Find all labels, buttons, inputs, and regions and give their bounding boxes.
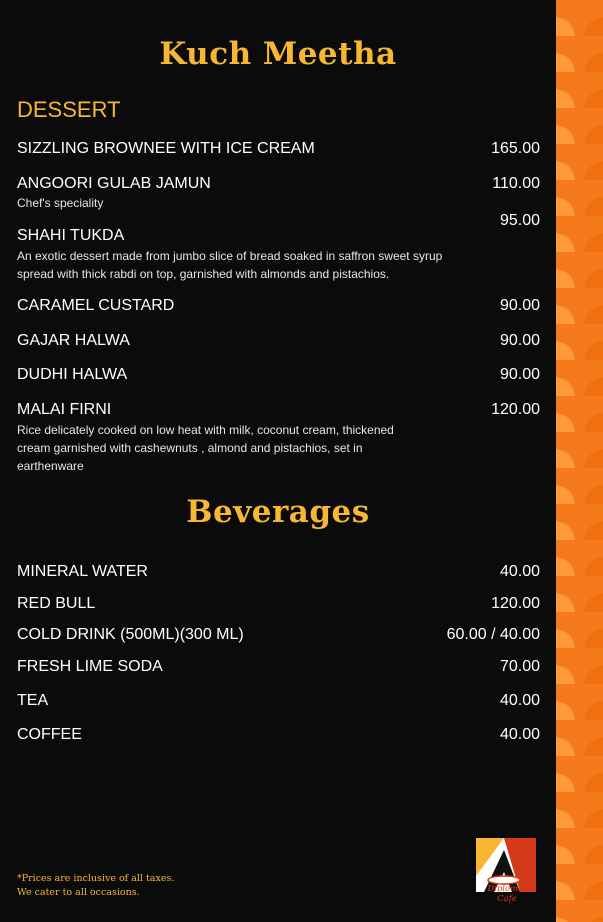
item-name: GAJAR HALWA — [17, 332, 130, 349]
item-name: TEA — [17, 692, 49, 709]
dessert-item-caramel-custard — [17, 297, 540, 315]
footer-line-occasions: We cater to all occasions. — [17, 887, 140, 898]
dessert-item-malai-firni — [17, 401, 540, 475]
item-price: 40.00 — [499, 726, 540, 743]
dessert-item-angoori-gulab-jamun — [17, 175, 540, 212]
beverage-item-mineral-water — [17, 563, 540, 581]
item-name: CARAMEL CUSTARD — [17, 297, 175, 314]
item-description: Rice delicately cooked on low heat with milk, coconut cream, thickened cream garnished with cashewnuts , almond and pistachios, set in earthenware — [17, 423, 394, 473]
item-description: An exotic dessert made from jumbo slice of bread soaked in saffron sweet syrup spread with thick rabdi on top, garnished with almonds and pistachios. — [17, 249, 443, 281]
item-price: 120.00 — [491, 401, 540, 418]
decorative-orange-strip — [556, 0, 603, 922]
item-name: MALAI FIRNI — [17, 401, 112, 418]
item-price: 40.00 — [499, 563, 540, 580]
item-price: 120.00 — [491, 595, 540, 612]
item-name: COFFEE — [17, 726, 82, 743]
dessert-section-title: DESSERT — [17, 97, 121, 122]
item-name: SIZZLING BROWNEE WITH ICE CREAM — [17, 140, 315, 157]
beverage-item-cold-drink — [17, 626, 540, 644]
beverage-item-fresh-lime-soda — [17, 658, 540, 676]
beverage-item-red-bull — [17, 595, 540, 613]
dessert-item-gajar-halwa — [17, 332, 540, 350]
logo-line-diplomat: Diplomat — [487, 884, 527, 894]
item-price: 90.00 — [499, 297, 540, 314]
item-name: FRESH LIME SODA — [17, 658, 163, 675]
logo-line-cafe: Cafe — [497, 894, 517, 904]
desserts-heading: Kuch Meetha — [159, 36, 397, 72]
logo-caption — [470, 884, 544, 904]
item-name: DUDHI HALWA — [17, 366, 128, 383]
footer-note — [17, 872, 174, 900]
shahi-tukda-price: 95.00 — [500, 212, 541, 229]
item-name: COLD DRINK (500ML)(300 ML) — [17, 626, 244, 643]
item-name: MINERAL WATER — [17, 563, 148, 580]
dessert-item-dudhi-halwa — [17, 366, 540, 384]
dessert-item-shahi-tukda — [17, 227, 540, 283]
beverage-item-tea — [17, 692, 540, 710]
item-name: RED BULL — [17, 595, 96, 612]
item-price: 60.00 / 40.00 — [446, 626, 540, 643]
item-price: 40.00 — [499, 692, 540, 709]
item-description: Chef's speciality — [17, 196, 104, 210]
footer-line-taxes: *Prices are inclusive of all taxes. — [17, 873, 175, 884]
item-price: 70.00 — [499, 658, 540, 675]
beverage-item-coffee — [17, 726, 540, 744]
item-name: SHAHI TUKDA — [17, 227, 125, 244]
dessert-item-sizzling-brownie — [17, 140, 540, 158]
item-price: 90.00 — [499, 366, 540, 383]
beverages-heading: Beverages — [186, 494, 370, 530]
item-price: 90.00 — [499, 332, 540, 349]
item-price: 110.00 — [492, 175, 540, 192]
item-price: 165.00 — [491, 140, 540, 157]
item-name: ANGOORI GULAB JAMUN — [17, 175, 211, 192]
